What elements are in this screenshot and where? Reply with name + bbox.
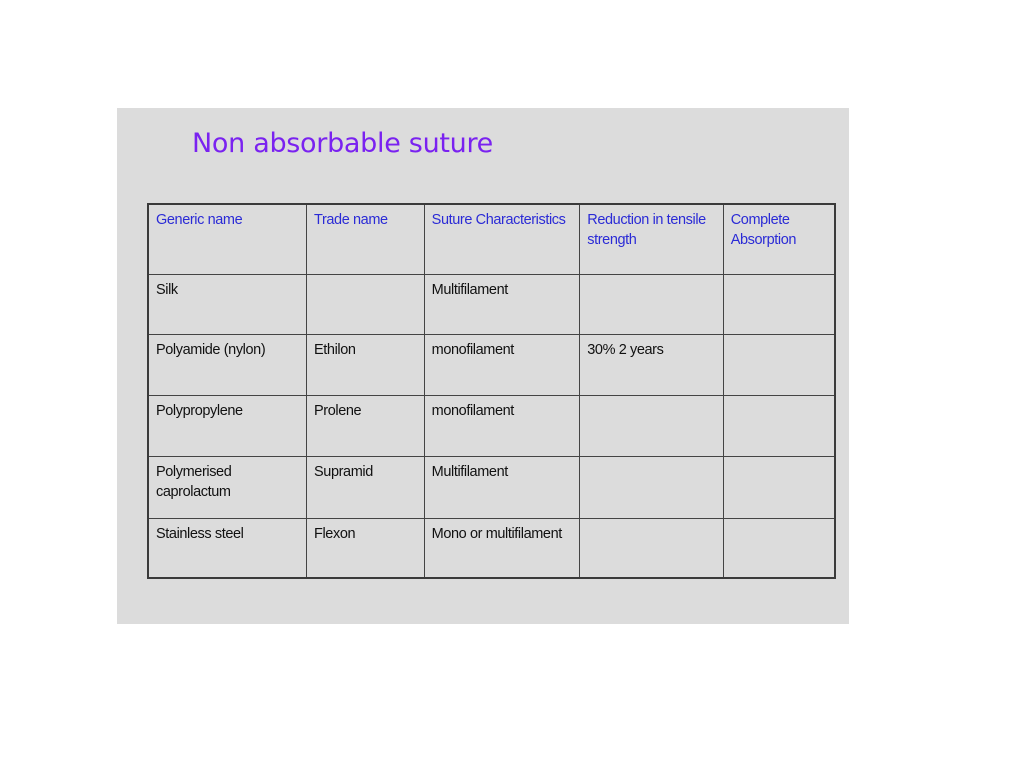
- cell-generic-name: Polypropylene: [148, 396, 307, 457]
- table-header-row: [148, 204, 835, 275]
- table-row: [148, 457, 835, 519]
- cell-trade-name: Flexon: [307, 519, 425, 579]
- cell-complete-absorption: [723, 457, 835, 519]
- header-complete-absorption: Complete Absorption: [723, 204, 835, 275]
- cell-complete-absorption: [723, 396, 835, 457]
- cell-suture-characteristics: Multifilament: [424, 457, 580, 519]
- cell-generic-name: Polymerised caprolactum: [148, 457, 307, 519]
- suture-table: [147, 203, 836, 579]
- cell-reduction-in-tensile-strength: [580, 396, 723, 457]
- cell-trade-name: [307, 275, 425, 335]
- cell-suture-characteristics: Multifilament: [424, 275, 580, 335]
- cell-complete-absorption: [723, 335, 835, 396]
- cell-generic-name: Polyamide (nylon): [148, 335, 307, 396]
- cell-complete-absorption: [723, 519, 835, 579]
- cell-suture-characteristics: monofilament: [424, 396, 580, 457]
- slide: [117, 108, 849, 624]
- cell-reduction-in-tensile-strength: [580, 275, 723, 335]
- cell-generic-name: Stainless steel: [148, 519, 307, 579]
- table-row: [148, 519, 835, 579]
- cell-suture-characteristics: monofilament: [424, 335, 580, 396]
- header-trade-name: Trade name: [307, 204, 425, 275]
- header-generic-name: Generic name: [148, 204, 307, 275]
- cell-reduction-in-tensile-strength: 30% 2 years: [580, 335, 723, 396]
- cell-reduction-in-tensile-strength: [580, 519, 723, 579]
- header-suture-characteristics: Suture Characteristics: [424, 204, 580, 275]
- table-row: [148, 396, 835, 457]
- cell-reduction-in-tensile-strength: [580, 457, 723, 519]
- slide-title: Non absorbable suture: [192, 128, 493, 159]
- cell-generic-name: Silk: [148, 275, 307, 335]
- cell-suture-characteristics: Mono or multifilament: [424, 519, 580, 579]
- cell-trade-name: Prolene: [307, 396, 425, 457]
- header-reduction-in-tensile-strength: Reduction in tensile strength: [580, 204, 723, 275]
- table-row: [148, 335, 835, 396]
- cell-trade-name: Supramid: [307, 457, 425, 519]
- cell-complete-absorption: [723, 275, 835, 335]
- table-row: [148, 275, 835, 335]
- cell-trade-name: Ethilon: [307, 335, 425, 396]
